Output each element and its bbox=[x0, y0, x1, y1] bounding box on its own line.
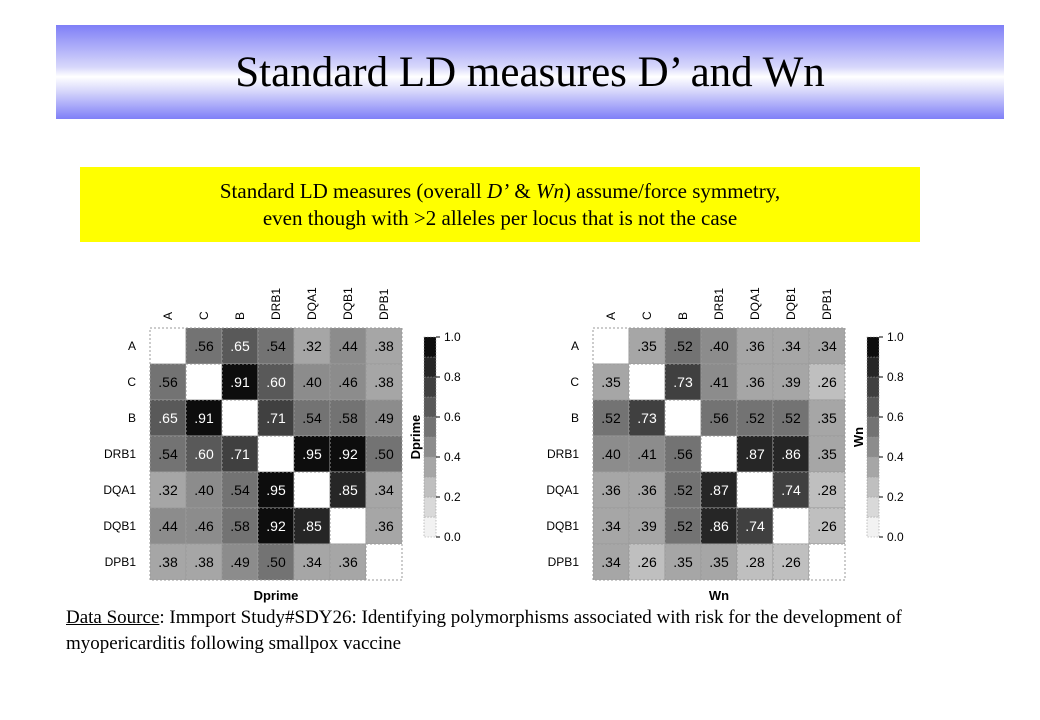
wn-cell-label: .34 bbox=[817, 338, 837, 354]
wn-cell-label: .35 bbox=[817, 410, 837, 426]
dprime-cell-label: .71 bbox=[266, 410, 286, 426]
dprime-legend-tick-label: 0.4 bbox=[444, 450, 461, 464]
wn-col-label: C bbox=[640, 311, 654, 320]
dprime-cell-label: .92 bbox=[266, 518, 286, 534]
dprime-col-label: DPB1 bbox=[377, 288, 391, 320]
wn-cell-label: .52 bbox=[601, 410, 621, 426]
wn-cell-label: .40 bbox=[709, 338, 729, 354]
dprime-cell-label: .56 bbox=[194, 338, 214, 354]
dprime-row-label: DQA1 bbox=[103, 483, 136, 497]
dprime-col-label: DRB1 bbox=[269, 287, 283, 320]
wn-cell-label: .26 bbox=[817, 518, 837, 534]
callout-dprime: D’ bbox=[486, 178, 510, 203]
wn-legend-swatch bbox=[867, 377, 879, 397]
wn-row-label: B bbox=[570, 411, 579, 425]
dprime-cell bbox=[150, 328, 186, 364]
wn-legend-swatch bbox=[867, 417, 879, 437]
wn-cell-label: .73 bbox=[673, 374, 693, 390]
wn-row-label: DRB1 bbox=[546, 447, 579, 461]
wn-legend-swatch bbox=[867, 437, 879, 457]
wn-cell bbox=[665, 400, 701, 436]
title-bar bbox=[56, 25, 1004, 119]
dprime-cell-label: .85 bbox=[302, 518, 322, 534]
wn-row-label: DQA1 bbox=[546, 483, 579, 497]
dprime-cell-label: .34 bbox=[302, 554, 322, 570]
wn-cell-label: .36 bbox=[745, 374, 765, 390]
dprime-cell-label: .58 bbox=[230, 518, 250, 534]
charts-area bbox=[0, 255, 1040, 603]
dprime-cell-label: .65 bbox=[158, 410, 178, 426]
dprime-cell-label: .34 bbox=[374, 482, 394, 498]
wn-cell-label: .86 bbox=[709, 518, 729, 534]
wn-legend-swatch bbox=[867, 457, 879, 477]
dprime-legend-swatch bbox=[424, 437, 436, 457]
wn-legend-swatch bbox=[867, 397, 879, 417]
dprime-row-label: DQB1 bbox=[103, 519, 136, 533]
wn-row-label: A bbox=[570, 339, 579, 353]
wn-cell-label: .52 bbox=[673, 338, 693, 354]
wn-legend-swatch bbox=[867, 337, 879, 357]
wn-cell-label: .35 bbox=[601, 374, 621, 390]
dprime-legend-swatch bbox=[424, 517, 436, 537]
wn-cell bbox=[629, 364, 665, 400]
dprime-cell-label: .54 bbox=[302, 410, 322, 426]
dprime-cell-label: .60 bbox=[266, 374, 286, 390]
dprime-heatmap bbox=[103, 287, 461, 603]
wn-cell bbox=[593, 328, 629, 364]
dprime-legend-tick-label: 1.0 bbox=[444, 330, 461, 344]
data-source bbox=[66, 605, 906, 657]
dprime-cell-label: .65 bbox=[230, 338, 250, 354]
wn-legend-swatch bbox=[867, 357, 879, 377]
dprime-cell-label: .46 bbox=[194, 518, 214, 534]
dprime-cell-label: .38 bbox=[194, 554, 214, 570]
dprime-cell-label: .50 bbox=[266, 554, 286, 570]
wn-legend-title: Wn bbox=[851, 426, 866, 448]
wn-cell-label: .34 bbox=[601, 554, 621, 570]
wn-heatmap bbox=[546, 287, 904, 603]
wn-cell-label: .52 bbox=[673, 518, 693, 534]
dprime-legend-tick-label: 0.0 bbox=[444, 530, 461, 544]
wn-col-label: A bbox=[604, 311, 618, 320]
dprime-cell-label: .54 bbox=[266, 338, 286, 354]
wn-cell-label: .52 bbox=[781, 410, 801, 426]
wn-cell-label: .28 bbox=[745, 554, 765, 570]
dprime-cell-label: .71 bbox=[230, 446, 250, 462]
dprime-legend-swatch bbox=[424, 497, 436, 517]
dprime-cell-label: .56 bbox=[158, 374, 178, 390]
dprime-cell-label: .36 bbox=[374, 518, 394, 534]
dprime-legend-tick-label: 0.2 bbox=[444, 490, 461, 504]
wn-legend-tick-label: 1.0 bbox=[887, 330, 904, 344]
wn-col-label: DPB1 bbox=[820, 288, 834, 320]
data-source-label: Data Source bbox=[66, 607, 160, 628]
slide-title: Standard LD measures D’ and Wn bbox=[235, 48, 825, 96]
dprime-row-label: DPB1 bbox=[104, 555, 136, 569]
wn-cell-label: .73 bbox=[637, 410, 657, 426]
dprime-row-label: DRB1 bbox=[103, 447, 136, 461]
dprime-cell-label: .60 bbox=[194, 446, 214, 462]
dprime-col-label: DQA1 bbox=[305, 287, 319, 320]
dprime-cell bbox=[366, 544, 402, 580]
dprime-legend-swatch bbox=[424, 397, 436, 417]
wn-row-label: DPB1 bbox=[547, 555, 579, 569]
wn-cell-label: .35 bbox=[709, 554, 729, 570]
dprime-cell bbox=[258, 436, 294, 472]
wn-cell bbox=[809, 544, 845, 580]
wn-x-axis-label: Wn bbox=[708, 588, 730, 603]
data-source-text: : Immport Study#SDY26: Identifying polymorphisms associated with risk for the development of myopericarditis following smallpox vaccine bbox=[66, 607, 902, 654]
dprime-cell-label: .40 bbox=[194, 482, 214, 498]
dprime-col-label: B bbox=[233, 311, 247, 320]
dprime-cell-label: .49 bbox=[374, 410, 394, 426]
wn-cell-label: .26 bbox=[817, 374, 837, 390]
dprime-cell-label: .91 bbox=[230, 374, 250, 390]
callout-text-post: ) assume/force symmetry, bbox=[563, 178, 781, 203]
wn-cell-label: .35 bbox=[637, 338, 657, 354]
dprime-legend-tick-label: 0.6 bbox=[444, 410, 461, 424]
dprime-cell bbox=[186, 364, 222, 400]
dprime-cell-label: .49 bbox=[230, 554, 250, 570]
wn-legend-tick-label: 0.0 bbox=[887, 530, 904, 544]
dprime-cell-label: .54 bbox=[230, 482, 250, 498]
wn-cell bbox=[737, 472, 773, 508]
wn-cell-label: .52 bbox=[745, 410, 765, 426]
wn-row-label: DQB1 bbox=[546, 519, 579, 533]
wn-legend-swatch bbox=[867, 477, 879, 497]
wn-cell-label: .87 bbox=[745, 446, 765, 462]
dprime-col-label: A bbox=[161, 311, 175, 320]
wn-legend-swatch bbox=[867, 517, 879, 537]
dprime-cell-label: .54 bbox=[158, 446, 178, 462]
dprime-cell-label: .38 bbox=[374, 374, 394, 390]
wn-col-label: DQB1 bbox=[784, 287, 798, 320]
wn-cell-label: .36 bbox=[601, 482, 621, 498]
wn-col-label: DQA1 bbox=[748, 287, 762, 320]
dprime-legend-swatch bbox=[424, 377, 436, 397]
dprime-row-label: B bbox=[127, 411, 136, 425]
dprime-cell-label: .46 bbox=[338, 374, 358, 390]
wn-cell-label: .28 bbox=[817, 482, 837, 498]
wn-cell-label: .74 bbox=[745, 518, 765, 534]
callout-line-2: even though with >2 alleles per locus that is not the case bbox=[262, 205, 738, 230]
wn-row-label: C bbox=[570, 375, 579, 389]
dprime-legend-title: Dprime bbox=[408, 414, 423, 460]
dprime-cell-label: .85 bbox=[338, 482, 358, 498]
dprime-cell-label: .91 bbox=[194, 410, 214, 426]
wn-cell bbox=[701, 436, 737, 472]
wn-col-label: B bbox=[676, 311, 690, 320]
dprime-cell-label: .50 bbox=[374, 446, 394, 462]
dprime-cell-label: .44 bbox=[158, 518, 178, 534]
wn-cell-label: .36 bbox=[637, 482, 657, 498]
wn-cell-label: .34 bbox=[601, 518, 621, 534]
wn-cell-label: .36 bbox=[745, 338, 765, 354]
dprime-col-label: C bbox=[197, 311, 211, 320]
dprime-x-axis-label: Dprime bbox=[253, 588, 299, 603]
callout-wn: Wn bbox=[535, 178, 564, 203]
wn-cell-label: .35 bbox=[673, 554, 693, 570]
callout-text-mid: & bbox=[509, 178, 536, 203]
wn-legend-tick-label: 0.8 bbox=[887, 370, 904, 384]
wn-cell-label: .34 bbox=[781, 338, 801, 354]
wn-cell-label: .39 bbox=[637, 518, 657, 534]
dprime-col-label: DQB1 bbox=[341, 287, 355, 320]
dprime-legend-swatch bbox=[424, 477, 436, 497]
wn-legend-tick-label: 0.4 bbox=[887, 450, 904, 464]
wn-cell-label: .40 bbox=[601, 446, 621, 462]
dprime-cell-label: .92 bbox=[338, 446, 358, 462]
dprime-cell-label: .40 bbox=[302, 374, 322, 390]
callout-text-pre: Standard LD measures (overall bbox=[219, 178, 487, 203]
dprime-cell bbox=[294, 472, 330, 508]
dprime-row-label: A bbox=[127, 339, 136, 353]
dprime-cell bbox=[222, 400, 258, 436]
wn-cell bbox=[773, 508, 809, 544]
wn-cell-label: .41 bbox=[637, 446, 657, 462]
wn-legend-swatch bbox=[867, 497, 879, 517]
wn-cell-label: .26 bbox=[637, 554, 657, 570]
dprime-cell-label: .32 bbox=[302, 338, 322, 354]
wn-legend-tick-label: 0.6 bbox=[887, 410, 904, 424]
dprime-cell-label: .44 bbox=[338, 338, 358, 354]
dprime-cell-label: .95 bbox=[302, 446, 322, 462]
dprime-cell-label: .95 bbox=[266, 482, 286, 498]
dprime-cell-label: .38 bbox=[374, 338, 394, 354]
dprime-cell-label: .32 bbox=[158, 482, 178, 498]
wn-cell-label: .35 bbox=[817, 446, 837, 462]
callout-line-1 bbox=[220, 178, 780, 205]
dprime-cell-label: .38 bbox=[158, 554, 178, 570]
dprime-cell-label: .36 bbox=[338, 554, 358, 570]
dprime-legend-swatch bbox=[424, 337, 436, 357]
dprime-row-label: C bbox=[127, 375, 136, 389]
wn-cell-label: .86 bbox=[781, 446, 801, 462]
wn-cell-label: .74 bbox=[781, 482, 801, 498]
wn-cell-label: .52 bbox=[673, 482, 693, 498]
wn-cell-label: .56 bbox=[709, 410, 729, 426]
wn-cell-label: .56 bbox=[673, 446, 693, 462]
dprime-legend-tick-label: 0.8 bbox=[444, 370, 461, 384]
dprime-legend-swatch bbox=[424, 457, 436, 477]
wn-cell-label: .39 bbox=[781, 374, 801, 390]
dprime-legend-swatch bbox=[424, 357, 436, 377]
dprime-legend-swatch bbox=[424, 417, 436, 437]
dprime-cell bbox=[330, 508, 366, 544]
callout-box bbox=[80, 167, 920, 242]
wn-cell-label: .41 bbox=[709, 374, 729, 390]
wn-legend-tick-label: 0.2 bbox=[887, 490, 904, 504]
wn-cell-label: .87 bbox=[709, 482, 729, 498]
dprime-cell-label: .58 bbox=[338, 410, 358, 426]
wn-col-label: DRB1 bbox=[712, 287, 726, 320]
wn-cell-label: .26 bbox=[781, 554, 801, 570]
